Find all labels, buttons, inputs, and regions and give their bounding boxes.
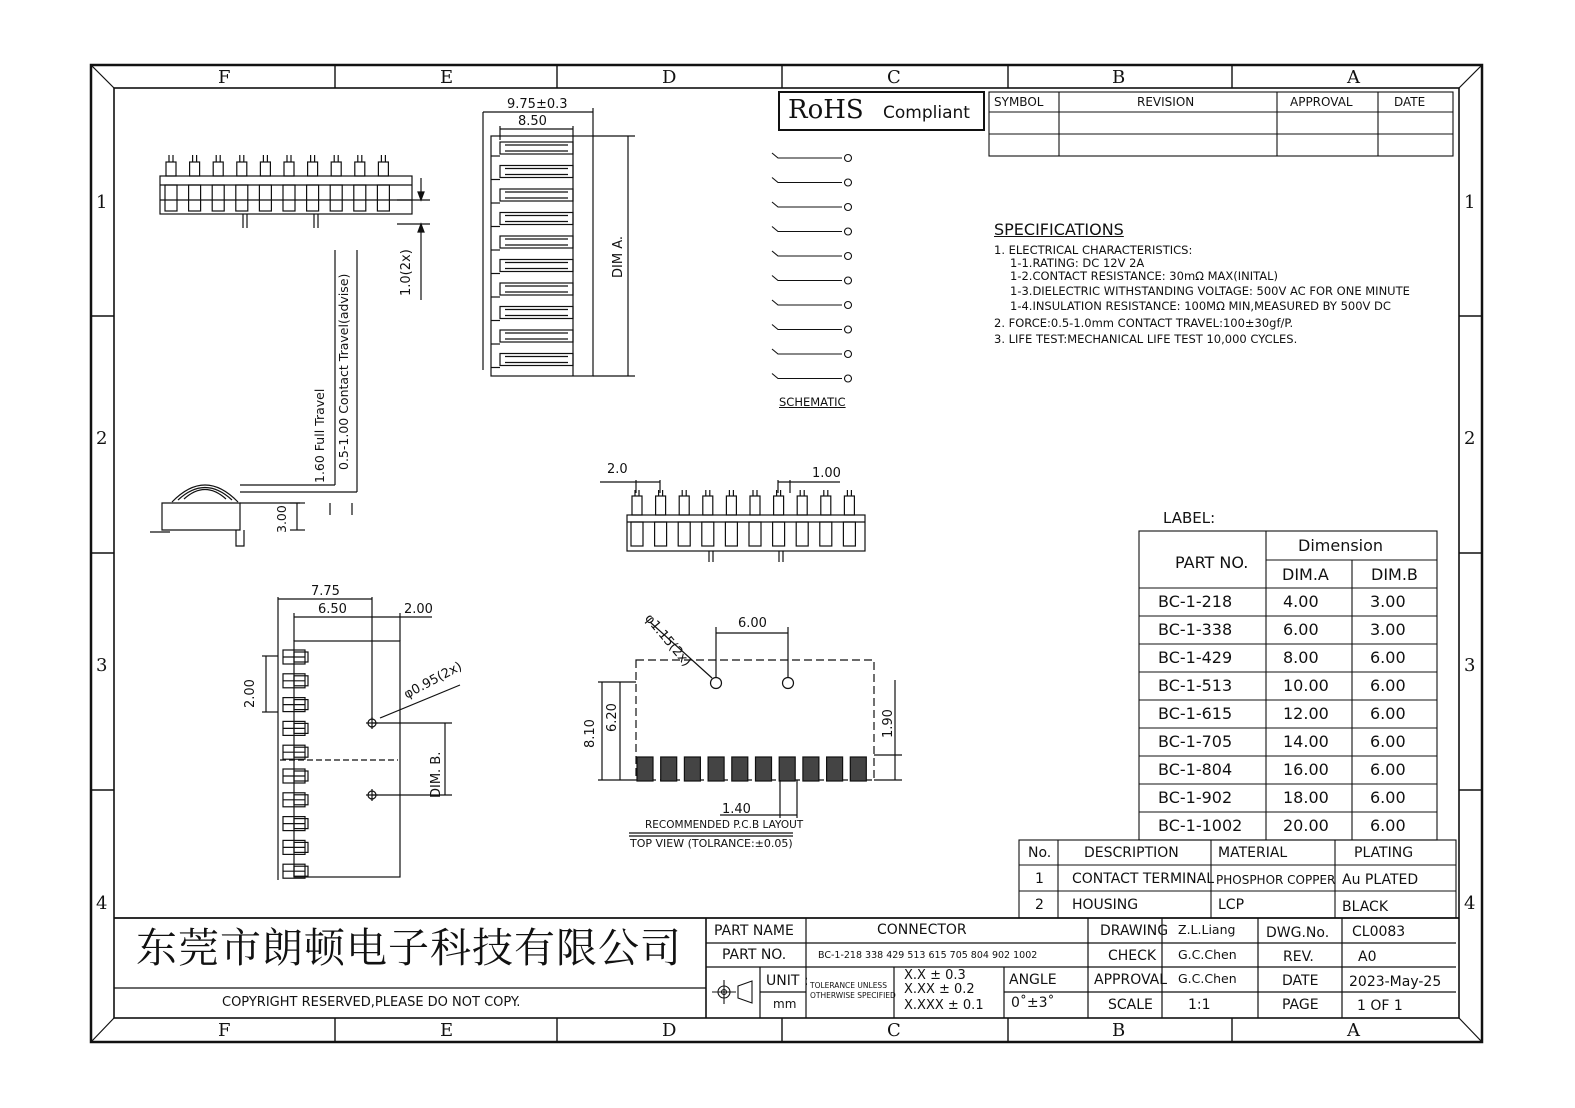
pcb-layout-title: RECOMMENDED P.C.B LAYOUT: [645, 819, 804, 831]
pcb-layout-subtitle: TOP VIEW (TOLRANCE:±0.05): [630, 837, 793, 850]
dim-pitch-200: 2.00: [243, 679, 258, 708]
dim-pitch-left: 2.0: [607, 462, 628, 477]
scale-value: 1:1: [1188, 997, 1211, 1013]
dim-bottom-775: 7.75: [311, 584, 340, 599]
label-row-part: BC-1-902: [1158, 788, 1233, 807]
pcb-pad: [827, 757, 843, 781]
label-part-header: PART NO.: [1175, 553, 1249, 572]
rev-value: A0: [1358, 949, 1377, 965]
bom-row-2-no: 2: [1035, 897, 1044, 913]
rev-header-symbol: SYMBOL: [994, 95, 1044, 109]
dim-top-width: 9.75±0.3: [507, 97, 568, 112]
bom-row-1-material: PHOSPHOR COPPER: [1216, 873, 1336, 887]
zone-col-e-bottom: E: [440, 1020, 454, 1041]
rohs-mark: RoHS: [788, 95, 864, 125]
date-label: DATE: [1282, 973, 1319, 989]
schematic-contact: [772, 276, 842, 281]
rohs-compliant: Compliant: [883, 103, 970, 123]
outer-border: [91, 65, 1482, 1042]
rev-label: REV.: [1283, 949, 1314, 965]
schematic-contact: [772, 153, 842, 158]
pin: [703, 496, 713, 515]
zone-row-4-left: 4: [96, 893, 108, 914]
schematic-contact: [772, 178, 842, 183]
label-row-dim-b: 3.00: [1370, 592, 1406, 611]
label-row-part: BC-1-615: [1158, 704, 1233, 723]
zone-col-f-top: F: [218, 67, 231, 88]
bom-row-2-desc: HOUSING: [1072, 897, 1139, 913]
zone-row-1-right: 1: [1464, 192, 1476, 213]
zone-row-3-left: 3: [96, 655, 108, 676]
schematic-contact: [772, 374, 842, 379]
slot: [500, 354, 573, 366]
zone-col-d-bottom: D: [662, 1020, 677, 1041]
check-value: G.C.Chen: [1178, 947, 1237, 962]
slot: [500, 307, 573, 319]
pcb-pad: [850, 757, 866, 781]
dim-bottom-200: 2.00: [404, 602, 433, 617]
copyright-notice: COPYRIGHT RESERVED,PLEASE DO NOT COPY.: [222, 995, 521, 1010]
tolerance-2: X.XX ± 0.2: [904, 982, 975, 997]
schematic: [772, 153, 852, 382]
tolerance-1: X.X ± 0.3: [904, 968, 966, 983]
schematic-contact: [772, 325, 842, 330]
label-row-dim-a: 18.00: [1283, 788, 1329, 807]
drawing-label: DRAWING: [1100, 923, 1169, 939]
page-label: PAGE: [1282, 997, 1319, 1013]
label-row-dim-a: 4.00: [1283, 592, 1319, 611]
spec-line-5: 1-4.INSULATION RESISTANCE: 100MΩ MIN,MEASURED BY 500V DC: [1010, 299, 1391, 313]
bom-row-2-material: LCP: [1218, 897, 1245, 913]
bom-header-no: No.: [1028, 845, 1052, 861]
bom-header-description: DESCRIPTION: [1084, 845, 1179, 861]
pin: [190, 162, 200, 176]
specifications-title: SPECIFICATIONS: [994, 220, 1124, 239]
dim-pcb-190: 1.90: [881, 709, 896, 738]
pcb-pad: [637, 757, 653, 781]
label-row-part: BC-1-513: [1158, 676, 1233, 695]
label-row-dim-a: 20.00: [1283, 816, 1329, 835]
label-row-dim-b: 6.00: [1370, 760, 1406, 779]
zone-row-2-left: 2: [96, 428, 108, 449]
dim-a-label: DIM A.: [611, 236, 626, 278]
pin: [726, 496, 736, 515]
bom-row-1-no: 1: [1035, 871, 1044, 887]
part-no-label: PART NO.: [722, 947, 787, 963]
spec-line-3: 1-2.CONTACT RESISTANCE: 30mΩ MAX(INITAL): [1010, 269, 1279, 283]
rev-header-revision: REVISION: [1137, 95, 1195, 109]
bom-header-material: MATERIAL: [1218, 845, 1288, 861]
dwg-no-label: DWG.No.: [1266, 925, 1330, 941]
unit-value: mm: [773, 997, 797, 1011]
dim-full-travel: 1.60 Full Travel: [312, 388, 327, 483]
check-label: CHECK: [1108, 948, 1157, 964]
page-value: 1 OF 1: [1357, 998, 1403, 1014]
bom-header-plating: PLATING: [1354, 845, 1414, 861]
schematic-contact: [772, 251, 842, 256]
dim-pcb-620: 6.20: [605, 703, 620, 732]
angle-label: ANGLE: [1009, 972, 1057, 988]
dim-hole-115: φ1.15(2x): [641, 611, 694, 670]
label-row-dim-b: 6.00: [1370, 788, 1406, 807]
label-dim-a-header: DIM.A: [1282, 565, 1329, 584]
spec-line-1: 1. ELECTRICAL CHARACTERISTICS:: [994, 243, 1193, 257]
pin: [284, 162, 294, 176]
pin: [797, 496, 807, 515]
label-row-dim-a: 12.00: [1283, 704, 1329, 723]
pin: [679, 496, 689, 515]
pcb-pad: [803, 757, 819, 781]
pin: [844, 496, 854, 515]
zone-col-a-top: A: [1347, 67, 1360, 88]
approval-value: G.C.Chen: [1178, 971, 1237, 986]
dim-contact-travel: 0.5-1.00 Contact Travel(advise): [336, 273, 351, 470]
pin: [308, 162, 318, 176]
label-row-dim-b: 6.00: [1370, 704, 1406, 723]
label-dimension-header: Dimension: [1298, 536, 1384, 555]
label-row-part: BC-1-218: [1158, 592, 1233, 611]
label-row-part: BC-1-705: [1158, 732, 1233, 751]
label-row-dim-b: 6.00: [1370, 732, 1406, 751]
projection-symbol-icon: [712, 980, 752, 1004]
schematic-contact: [772, 349, 842, 354]
tolerance-3: X.XXX ± 0.1: [904, 998, 984, 1013]
label-row-dim-a: 14.00: [1283, 732, 1329, 751]
pin: [331, 162, 341, 176]
spec-line-6: 2. FORCE:0.5-1.0mm CONTACT TRAVEL:100±30gf/P.: [994, 316, 1294, 330]
label-row-dim-a: 8.00: [1283, 648, 1319, 667]
dim-pcb-810: 8.10: [583, 719, 598, 748]
dim-hole-095: φ0.95(2x): [401, 659, 465, 703]
company-name: 东莞市朗顿电子科技有限公司: [136, 924, 682, 972]
label-row-dim-b: 6.00: [1370, 816, 1406, 835]
date-value: 2023-May-25: [1349, 974, 1442, 990]
front-view: [600, 480, 865, 562]
pin: [213, 162, 223, 176]
zone-col-c-top: C: [887, 67, 901, 88]
pin: [774, 496, 784, 515]
part-name-label: PART NAME: [714, 923, 794, 939]
zone-row-4-right: 4: [1464, 893, 1476, 914]
pin: [656, 496, 666, 515]
bom-row-1-desc: CONTACT TERMINAL: [1072, 871, 1215, 887]
pcb-pad: [684, 757, 700, 781]
label-row-part: BC-1-1002: [1158, 816, 1243, 835]
schematic-contact: [772, 202, 842, 207]
dim-pcb-600: 6.00: [738, 616, 767, 631]
pcb-pad: [732, 757, 748, 781]
slot: [500, 260, 573, 272]
slot: [500, 236, 573, 248]
slot: [500, 213, 573, 225]
label-row-dim-b: 3.00: [1370, 620, 1406, 639]
bom-row-2-plating: BLACK: [1342, 899, 1389, 915]
pin: [750, 496, 760, 515]
dwg-no-value: CL0083: [1352, 924, 1406, 940]
zone-col-c-bottom: C: [887, 1020, 901, 1041]
zone-row-1-left: 1: [96, 192, 108, 213]
slot: [500, 189, 573, 201]
tolerance-label: TOLERANCE UNLESS: [810, 981, 887, 990]
part-name-value: CONNECTOR: [877, 922, 967, 938]
slot: [500, 166, 573, 178]
zone-dividers: [91, 65, 1482, 1042]
pin: [260, 162, 270, 176]
label-row-dim-b: 6.00: [1370, 648, 1406, 667]
pin: [166, 162, 176, 176]
zone-col-b-top: B: [1112, 67, 1126, 88]
dim-top-inner: 8.50: [518, 114, 547, 129]
zone-col-f-bottom: F: [218, 1020, 231, 1041]
dim-bottom-650: 6.50: [318, 602, 347, 617]
slot: [500, 283, 573, 295]
dim-height: 3.00: [274, 505, 289, 533]
pcb-pad: [708, 757, 724, 781]
spec-line-4: 1-3.DIELECTRIC WITHSTANDING VOLTAGE: 500V AC FOR ONE MINUTE: [1010, 284, 1410, 298]
scale-label: SCALE: [1108, 997, 1153, 1013]
schematic-label: SCHEMATIC: [779, 395, 846, 409]
part-no-value: BC-1-218 338 429 513 615 705 804 902 1002: [818, 950, 1038, 961]
pin: [632, 496, 642, 515]
unit-label: UNIT :: [766, 973, 809, 989]
zone-col-a-bottom: A: [1347, 1020, 1360, 1041]
label-dim-b-header: DIM.B: [1371, 565, 1418, 584]
side-view-top: [160, 155, 430, 300]
dim-b-label: DIM. B.: [429, 751, 444, 798]
schematic-contact: [772, 300, 842, 305]
dim-travel-20: 1.0(2x): [399, 249, 414, 296]
schematic-contact: [772, 227, 842, 232]
zone-col-d-top: D: [662, 67, 677, 88]
drawing-value: Z.L.Liang: [1178, 922, 1236, 937]
zone-col-b-bottom: B: [1112, 1020, 1126, 1041]
pin: [821, 496, 831, 515]
angle-value: 0˚±3˚: [1011, 995, 1055, 1011]
pcb-pad: [661, 757, 677, 781]
label-row-dim-a: 16.00: [1283, 760, 1329, 779]
dim-pitch-right: 1.00: [812, 466, 841, 481]
label-row-dim-a: 6.00: [1283, 620, 1319, 639]
label-row-dim-a: 10.00: [1283, 676, 1329, 695]
spec-line-7: 3. LIFE TEST:MECHANICAL LIFE TEST 10,000 CYCLES.: [994, 332, 1298, 346]
zone-row-2-right: 2: [1464, 428, 1476, 449]
pin: [237, 162, 247, 176]
label-row-part: BC-1-804: [1158, 760, 1233, 779]
rev-header-date: DATE: [1394, 95, 1426, 109]
label-row-dim-b: 6.00: [1370, 676, 1406, 695]
pin: [355, 162, 365, 176]
pin: [378, 162, 388, 176]
bom-row-1-plating: Au PLATED: [1342, 872, 1419, 888]
zone-col-e-top: E: [440, 67, 454, 88]
tolerance-label-2: OTHERWISE SPECIFIED: [810, 991, 896, 1000]
slot: [500, 142, 573, 154]
pcb-pad: [756, 757, 772, 781]
approval-label: APPROVAL: [1094, 972, 1168, 988]
label-row-part: BC-1-429: [1158, 648, 1233, 667]
rev-header-approval: APPROVAL: [1290, 95, 1353, 109]
label-row-part: BC-1-338: [1158, 620, 1233, 639]
zone-row-3-right: 3: [1464, 655, 1476, 676]
label-title: LABEL:: [1163, 509, 1216, 527]
slot: [500, 330, 573, 342]
pcb-pad: [779, 757, 795, 781]
spec-line-2: 1-1.RATING: DC 12V 2A: [1010, 256, 1145, 270]
dim-pcb-140: 1.40: [722, 802, 751, 817]
bottom-view-dim-b: [262, 597, 460, 880]
